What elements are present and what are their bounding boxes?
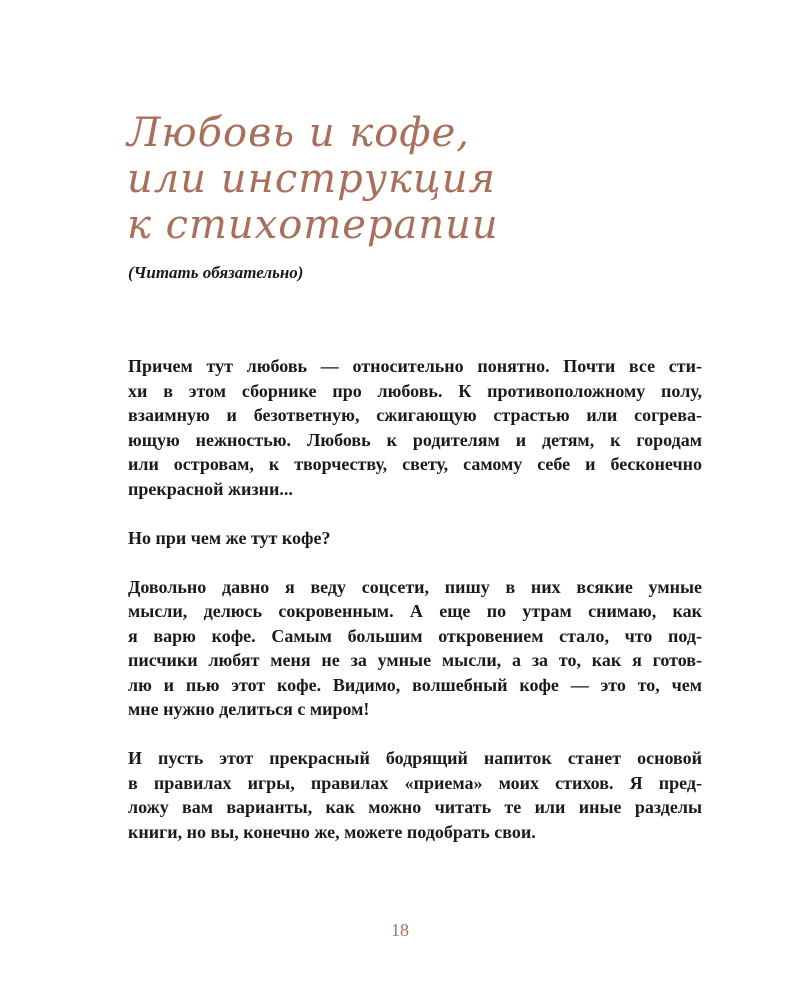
text-line: прекрасной жизни...	[128, 478, 293, 499]
text-line: или островам, к творчеству, свету, самому себе и бесконечно	[128, 454, 702, 474]
text-line: Но при чем же тут кофе?	[128, 527, 331, 548]
paragraph	[128, 526, 702, 551]
text-line: взаимную и безответную, сжигающую страстью или согрева-	[128, 405, 702, 425]
text-line: лю и пью этот кофе. Видимо, волшебный кофе — это то, чем	[128, 674, 702, 695]
text-line: хи в этом сборнике про любовь. К противоположному полу,	[128, 380, 702, 401]
page-number: 18	[391, 920, 409, 940]
paragraph	[128, 354, 702, 501]
text-line: И пусть этот прекрасный бодрящий напиток станет основой	[128, 748, 702, 768]
chapter-title-line: Любовь и кофе,	[127, 110, 471, 156]
chapter-subtitle: (Читать обязательно)	[128, 263, 304, 282]
text-line: Причем тут любовь — относительно понятно. Почти все сти-	[128, 356, 702, 376]
chapter-title-line: к стихотерапии	[127, 202, 499, 248]
text-line: Довольно давно я веду соцсети, пишу в них всякие умные	[128, 576, 702, 597]
text-line: книги, но вы, конечно же, можете подобрать свои.	[128, 821, 536, 842]
text-line: я варю кофе. Самым большим откровением стало, что под-	[128, 625, 702, 646]
body-text	[128, 354, 702, 869]
text-line: писчики любят меня не за умные мысли, а за то, как я готов-	[128, 650, 702, 670]
paragraph	[128, 746, 702, 844]
text-line: мысли, делюсь сокровенным. А еще по утрам снимаю, как	[128, 601, 702, 621]
chapter-title-line: или инструкция	[127, 156, 496, 202]
chapter-title	[127, 110, 499, 248]
paragraph	[128, 575, 702, 722]
text-line: ложу вам варианты, как можно читать те или иные разделы	[128, 797, 702, 817]
text-line: мне нужно делиться с миром!	[128, 699, 370, 719]
text-line: ющую нежностью. Любовь к родителям и детям, к городам	[128, 429, 702, 450]
text-line: в правилах игры, правилах «приема» моих стихов. Я пред-	[128, 772, 702, 793]
